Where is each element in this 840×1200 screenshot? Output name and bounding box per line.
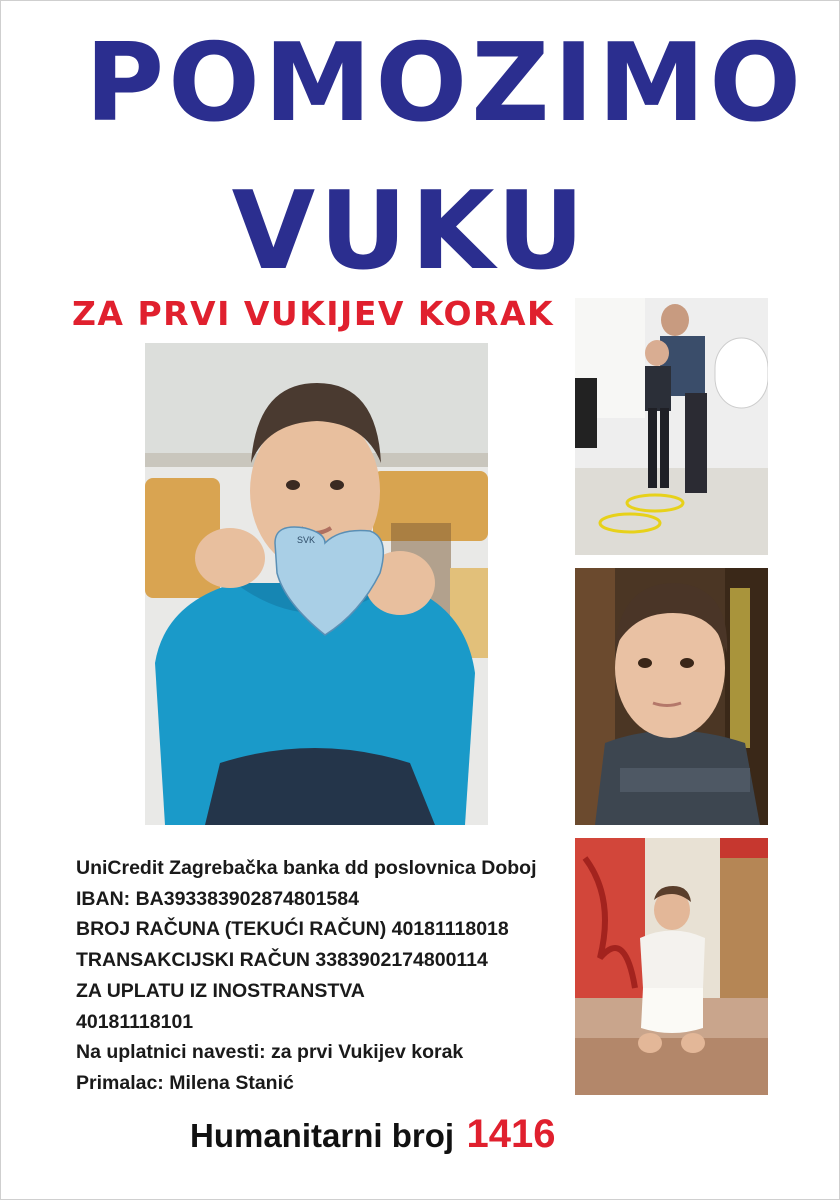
bank-info bbox=[76, 853, 572, 1099]
poster-title-line1: POMOZIMO bbox=[84, 21, 806, 146]
humanitarian-number-label: Humanitarni broj bbox=[190, 1117, 455, 1154]
poster-title-line2: VUKU bbox=[231, 169, 589, 294]
bank-line-transaction-account: TRANSAKCIJSKI RAČUN 3383902174800114 bbox=[76, 949, 488, 972]
bank-line-abroad-label: ZA UPLATU IZ INOSTRANSTVA bbox=[76, 979, 365, 1002]
bank-line-iban: IBAN: BA393383902874801584 bbox=[76, 887, 359, 910]
photo-boy-with-heart bbox=[145, 343, 488, 825]
photo-boy-portrait bbox=[575, 568, 768, 825]
bank-line-recipient: Primalac: Milena Stanić bbox=[76, 1071, 294, 1094]
heart-label: SVK bbox=[297, 535, 316, 545]
bank-line-payment-note: Na uplatnici navesti: za prvi Vukijev korak bbox=[76, 1041, 464, 1064]
humanitarian-number bbox=[190, 1112, 555, 1157]
humanitarian-number-value: 1416 bbox=[466, 1112, 556, 1156]
bank-line-bank-name: UniCredit Zagrebačka banka dd poslovnica Doboj bbox=[76, 857, 537, 879]
bank-line-account-number: BROJ RAČUNA (TEKUĆI RAČUN) 40181118018 bbox=[76, 918, 509, 941]
poster-subtitle: ZA PRVI VUKIJEV KORAK bbox=[72, 294, 555, 333]
photo-therapy-session bbox=[575, 298, 768, 555]
bank-line-abroad-number: 40181118101 bbox=[76, 1010, 194, 1033]
photo-toddler-kneeling bbox=[575, 838, 768, 1095]
